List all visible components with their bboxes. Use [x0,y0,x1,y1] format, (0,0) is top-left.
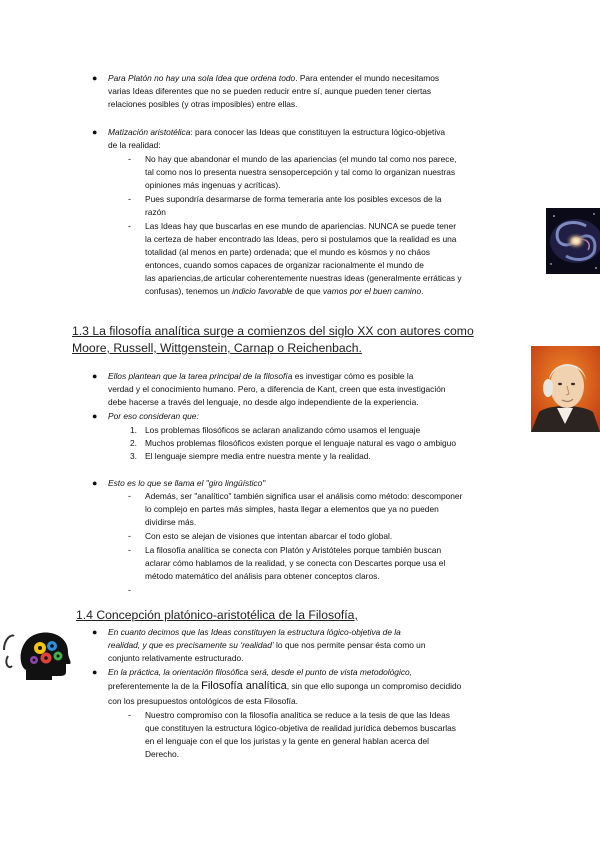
section-heading-1-4: 1.4 Concepción platónico-aristotélica de la Filosofía, [76,608,358,622]
text-span: de que [292,286,323,296]
subitem-3-line-6 [145,285,423,298]
giro-subitem-1-line-1: Además, ser "analítico" también significa usar el análisis como método: descomponer [145,491,463,501]
compromiso-line-1: Nuestro compromiso con la filosofía analítica se reduce a la tesis de que las Ideas [145,710,450,720]
tarea-rest-text: es investigar cómo es posible la [292,371,414,381]
bullet-icon: ● [92,127,98,137]
kant-portrait-image [531,346,600,432]
paragraph-tarea-line-2: verdad y el conocimiento humano. Pero, a diferencia de Kant, creen que esta investigación [108,384,446,394]
giro-subitem-1-line-3: dividirse más. [145,517,197,527]
bullet-icon: ● [92,73,98,83]
list-number-3: 3. [130,451,137,461]
subitem-3-line-3: totalidad (al menos en parte) ordenada; que el mundo es kósmos y no cháos [145,247,430,257]
dash-icon: - [128,585,131,595]
dash-icon: - [128,491,131,501]
galaxy-image [546,208,600,274]
subitem-2-line-1: Pues supondría desarmarse de forma temeraria ante los posibles excesos de la [145,194,442,204]
subitem-3-line-4: entonces, cuando somos capaces de organizar racionalmente el mundo de [145,260,424,270]
paragraph-tarea-line-3: debe hacerse a través del lenguaje, no desde algo independiente de la experiencia. [108,397,419,407]
text-span: confusas), tenemos un [145,286,233,296]
dash-icon: - [128,154,131,164]
giro-subitem-3-line-2: aclarar cómo hablamos de la realidad, y se conecta con Descartes porque usa el [145,558,446,568]
giro-subitem-3-line-3: método matemático del análisis para obtener conceptos claros. [145,571,380,581]
subitem-3-line-2: la certeza de haber encontrado las Ideas, pero si postulamos que la realidad es una [145,234,457,244]
text-span: lo que nos permite pensar ésta como un [273,640,426,650]
numbered-item-2: Muchos problemas filosóficos existen porque el lenguaje natural es vago o ambiguo [145,438,456,448]
plato-rest-text: . Para entender el mundo necesitamos [295,73,440,83]
subitem-2-line-2: razón [145,207,166,217]
paragraph-tarea-line-1 [108,370,413,383]
paragraph-practica-line-2 [108,680,461,693]
text-span: , sin que ello suponga un compromiso decidido [286,681,462,691]
text-span: . [421,286,424,296]
numbered-item-3: El lenguaje siempre media entre nuestra mente y la realidad. [145,451,371,461]
paragraph-aristotle-line-1 [108,126,445,139]
paragraph-ideas-line-1: En cuanto decimos que las Ideas constituyen la estructura lógico-objetiva de la [108,627,401,637]
bullet-icon: ● [92,667,98,677]
camino-italic: vamos por el buen camino [322,286,422,296]
dash-icon: - [128,710,131,720]
compromiso-line-3: en el lenguaje con el que los juristas y la gente en general hablan acerca del [145,736,430,746]
giro-subitem-2-line-1: Con esto se alejan de visiones que intentan abarcar el todo global. [145,531,393,541]
giro-subitem-1-line-2: lo complejo en partes más simples, hasta llegar a elementos que ya no pueden [145,504,439,514]
portrait-icon [531,346,600,432]
indicio-italic: indicio favorable [232,286,293,296]
brain-gears-image [0,622,76,686]
paragraph-aristotle-line-2: de la realidad: [108,140,161,150]
subitem-1-line-3: opiniones más ingenuas y acríticas). [145,180,281,190]
plato-lead-text: Para Platón no hay una sola Idea que ordena todo [108,73,296,83]
list-number-1: 1. [130,425,137,435]
paragraph-plato-line-2: varias Ideas diferentes que no se pueden reducir entre sí, aunque pueden tener ciertas [108,86,432,96]
dash-icon: - [128,531,131,541]
brain-gears-icon [0,622,76,686]
section-heading-1-3-line-2: Moore, Russell, Wittgenstein, Carnap o Reichenbach. [72,341,362,355]
bullet-icon: ● [92,627,98,637]
paragraph-practica-line-1: En la práctica, la orientación filosófica será, desde el punto de vista metodológico, [108,667,413,677]
numbered-item-1: Los problemas filosóficos se aclaran analizando cómo usamos el lenguaje [145,425,421,435]
tarea-lead-text: Ellos plantean que la tarea principal de la filosofía [108,371,293,381]
paragraph-giro: Esto es lo que se llama el "giro lingüístico" [108,478,266,488]
paragraph-ideas-line-2 [108,639,426,652]
bullet-icon: ● [92,371,98,381]
paragraph-plato-line-1 [108,72,439,85]
section-heading-1-3-line-1: 1.3 La filosofía analítica surge a comienzos del siglo XX con autores como [72,324,474,338]
text-span: preferentemente la de la [108,681,202,691]
bullet-icon: ● [92,478,98,488]
list-number-2: 2. [130,438,137,448]
aristotle-lead-text: Matización aristotélica [108,127,191,137]
paragraph-practica-line-3: con los presupuestos ontológicos de esta Filosofía. [108,696,298,706]
compromiso-line-4: Derecho. [145,749,179,759]
paragraph-plato-line-3: relaciones posibles (y otras imposibles) entre ellas. [108,99,298,109]
paragraph-ideas-line-3: conjunto relativamente estructurado. [108,653,244,663]
text-span: realidad, y que es precisamente su ‘realidad’ [108,640,274,650]
dash-icon: - [128,221,131,231]
galaxy-icon [546,208,600,274]
filosofia-analitica-large: Filosofía analítica [201,680,287,692]
dash-icon: - [128,194,131,204]
dash-icon: - [128,545,131,555]
subitem-3-line-1: Las Ideas hay que buscarlas en ese mundo de apariencias. NUNCA se puede tener [145,221,456,231]
bullet-icon: ● [92,411,98,421]
aristotle-rest-text: : para conocer las Ideas que constituyen la estructura lógico-objetiva [190,127,446,137]
subitem-3-line-5: las apariencias,de articular coherentemente nuestras ideas (generalmente erráticas y [145,273,462,283]
subitem-1-line-1: No hay que abandonar el mundo de las apariencias (el mundo tal como nos parece, [145,154,457,164]
subitem-1-line-2: tal como nos lo presenta nuestra sensopercepción y tal como lo organizan nuestras [145,167,456,177]
paragraph-consideran: Por eso consideran que: [108,411,199,421]
compromiso-line-2: que constituyen la estructura lógico-objetiva de realidad jurídica debemos buscarlas [145,723,456,733]
giro-subitem-3-line-1: La filosofía analítica se conecta con Platón y Aristóteles porque también buscan [145,545,442,555]
